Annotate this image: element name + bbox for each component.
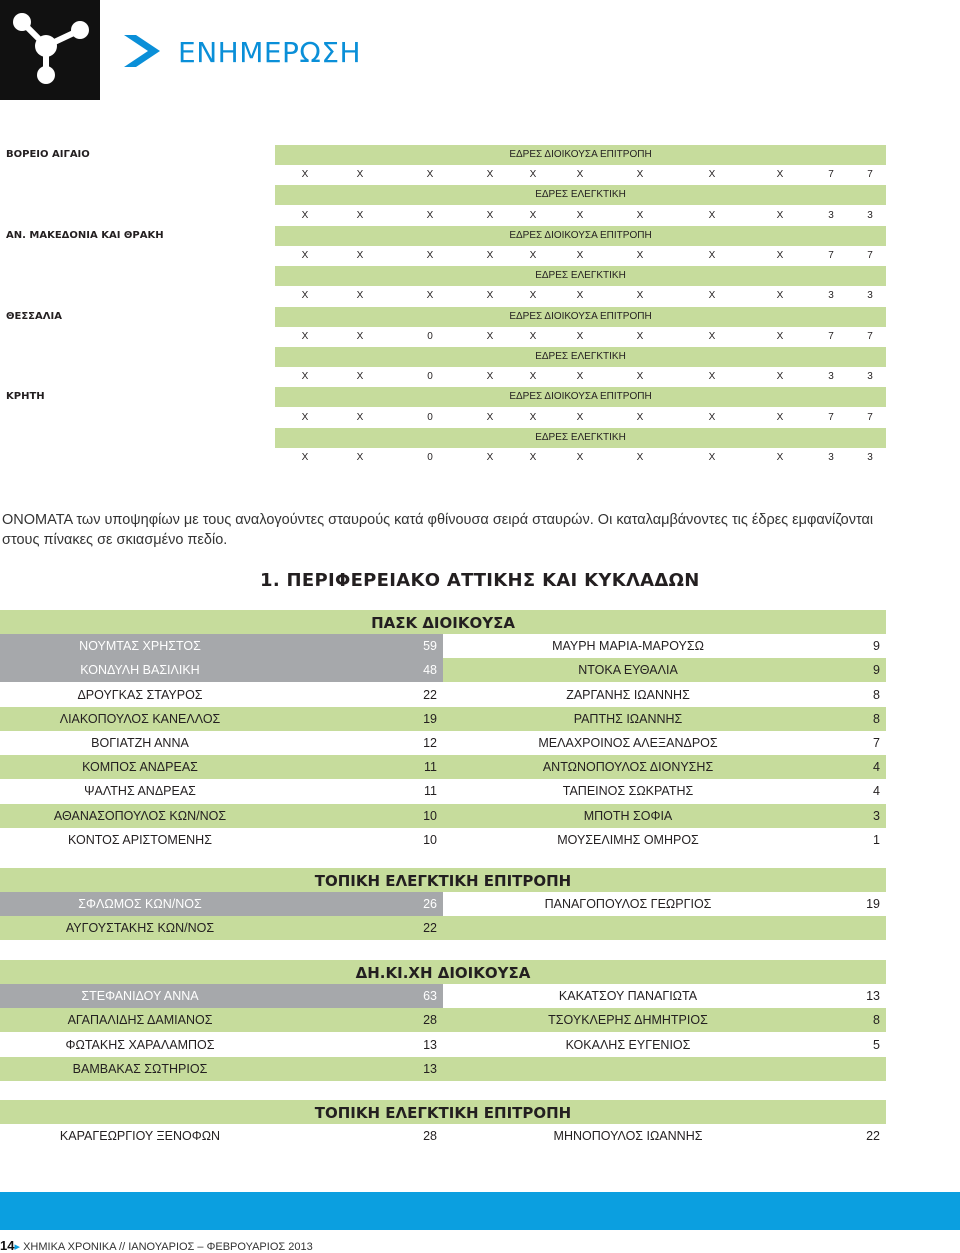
value-cell: Χ [529, 371, 537, 383]
candidate-name: ΠΑΝΑΓΟΠΟΥΛΟΣ ΓΕΩΡΓΙΟΣ [544, 897, 712, 912]
value-cell: Χ [356, 371, 364, 383]
candidate-name: ΜΕΛΑΧΡΟΙΝΟΣ ΑΛΕΞΑΝΔΡΟΣ [538, 736, 718, 750]
candidate-name: ΑΓΑΠΑΛΙΔΗΣ ΔΑΜΙΑΝΟΣ [67, 1013, 213, 1028]
group-header [0, 960, 886, 984]
seats-bar-label: ΕΔΡΕΣ ΕΛΕΓΚΤΙΚΗ [535, 431, 626, 443]
value-cell: Χ [576, 290, 584, 302]
candidate-name: ΖΑΡΓΑΝΗΣ ΙΩΑΝΝΗΣ [566, 687, 690, 702]
value-cell: 7 [867, 169, 873, 181]
candidate-name: ΜΑΥΡΗ ΜΑΡΙΑ-ΜΑΡΟΥΣΩ [552, 639, 704, 654]
candidate-row [0, 779, 886, 803]
value-cell: 0 [427, 452, 433, 463]
candidate-name: ΤΣΟΥΚΛΕΡΗΣ ΔΗΜΗΤΡΙΟΣ [548, 1013, 708, 1028]
candidate-votes: 4 [873, 760, 880, 775]
value-cell: Χ [529, 330, 537, 342]
seats-bar [275, 428, 886, 448]
left-candidate [0, 707, 443, 731]
candidate-name: ΜΠΟΤΗ ΣΟΦΙΑ [583, 808, 673, 823]
value-cell: Χ [356, 452, 364, 463]
value-cell: 7 [867, 330, 873, 342]
candidate-row [0, 828, 886, 852]
right-candidate [443, 634, 886, 658]
right-candidate [443, 1057, 886, 1081]
value-cell: Χ [776, 411, 784, 423]
candidate-votes: 22 [423, 921, 437, 936]
candidate-votes: 5 [873, 1037, 880, 1052]
seats-bar [275, 307, 886, 327]
value-cell: 3 [828, 371, 834, 383]
value-cell: Χ [576, 330, 584, 342]
left-candidate [0, 1033, 443, 1057]
value-cell: Χ [708, 452, 716, 463]
value-cell: Χ [486, 169, 494, 181]
right-candidate [443, 984, 886, 1008]
candidate-row [0, 658, 886, 682]
candidate-name: ΤΑΠΕΙΝΟΣ ΣΩΚΡΑΤΗΣ [562, 784, 694, 799]
candidate-votes: 11 [424, 784, 437, 799]
value-cell: Χ [708, 371, 716, 383]
right-candidate [443, 683, 886, 707]
value-cell: Χ [708, 169, 716, 181]
seats-bar-label: ΕΔΡΕΣ ΔΙΟΙΚΟΥΣΑ ΕΠΙΤΡΟΠΗ [509, 310, 652, 322]
value-cell: 7 [867, 411, 873, 423]
value-cell: 7 [828, 169, 834, 181]
right-candidate [443, 755, 886, 779]
value-cell: Χ [576, 209, 584, 221]
value-cell: 0 [427, 411, 433, 423]
region-label: ΒΟΡΕΙΟ ΑΙΓΑΙΟ [6, 149, 90, 160]
candidate-votes: 59 [423, 639, 437, 654]
value-cell: Χ [426, 250, 434, 261]
candidate-name: ΑΝΤΩΝΟΠΟΥΛΟΣ ΔΙΟΝΥΣΗΣ [542, 760, 714, 775]
left-candidate [0, 892, 443, 916]
values-row [275, 408, 886, 428]
candidate-votes: 26 [423, 897, 437, 912]
candidate-row [0, 1033, 886, 1057]
candidate-votes: 22 [866, 1129, 880, 1144]
candidate-name: ΚΑΡΑΓΕΩΡΓΙΟΥ ΞΕΝΟΦΩΝ [59, 1129, 221, 1144]
seats-bar-label: ΕΔΡΕΣ ΕΛΕΓΚΤΙΚΗ [535, 189, 626, 201]
seats-bar [275, 145, 886, 165]
value-cell: 3 [867, 371, 873, 383]
candidate-votes: 7 [873, 736, 880, 750]
intro-text: ΟΝΟΜΑΤΑ των υποψηφίων με τους αναλογούντες σταυρούς κατά φθίνουσα σειρά σταυρών. Οι καταλαμβάνοντες τις έδρες εμφανίζονται στους πίνακες σε σκιασμένο πεδίο. [2, 512, 874, 548]
value-cell: Χ [776, 330, 784, 342]
left-candidate [0, 731, 443, 755]
value-cell: Χ [486, 411, 494, 423]
value-cell: Χ [708, 411, 716, 423]
seats-bar [275, 347, 886, 367]
value-cell: Χ [301, 169, 309, 181]
magazine-title: ΧΗΜΙΚΑ ΧΡΟΝΙΚΑ // ΙΑΝΟΥΑΡΙΟΣ – ΦΕΒΡΟΥΑΡΙΟΣ 2013 [23, 1241, 313, 1253]
value-cell: Χ [776, 452, 784, 463]
value-cell: Χ [529, 411, 537, 423]
value-cell: Χ [356, 169, 364, 181]
value-cell: 3 [867, 452, 873, 463]
value-cell: Χ [636, 411, 644, 423]
value-cell: Χ [486, 330, 494, 342]
region-label: ΚΡΗΤΗ [6, 391, 45, 403]
right-candidate [443, 1124, 886, 1148]
candidate-name: ΝΟΥΜΤΑΣ ΧΡΗΣΤΟΣ [79, 639, 201, 654]
value-cell: Χ [486, 290, 494, 302]
value-cell: 3 [828, 209, 834, 221]
seats-bar-label: ΕΔΡΕΣ ΔΙΟΙΚΟΥΣΑ ΕΠΙΤΡΟΠΗ [509, 391, 652, 403]
candidate-name: ΣΤΕΦΑΝΙΔΟΥ ΑΝΝΑ [81, 989, 199, 1004]
candidate-votes: 1 [873, 832, 880, 847]
seats-bar-label: ΕΔΡΕΣ ΔΙΟΙΚΟΥΣΑ ΕΠΙΤΡΟΠΗ [509, 149, 652, 160]
left-candidate [0, 779, 443, 803]
value-cell: Χ [776, 371, 784, 383]
value-cell: 0 [427, 330, 433, 342]
value-cell: Χ [301, 209, 309, 221]
value-cell: Χ [576, 452, 584, 463]
group-title: ΤΟΠΙΚΗ ΕΛΕΓΚΤΙΚΗ ΕΠΙΤΡΟΠΗ [314, 872, 572, 890]
candidate-name: ΦΩΤΑΚΗΣ ΧΑΡΑΛΑΜΠΟΣ [65, 1037, 215, 1052]
value-cell: Χ [426, 209, 434, 221]
seats-bar [275, 185, 886, 205]
value-cell: Χ [776, 209, 784, 221]
candidate-name: ΚΟΜΠΟΣ ΑΝΔΡΕΑΣ [82, 760, 198, 775]
candidate-votes: 63 [423, 989, 437, 1004]
value-cell: 3 [867, 209, 873, 221]
right-candidate [443, 707, 886, 731]
footer [0, 1238, 313, 1253]
seats-bar [275, 266, 886, 286]
candidate-row [0, 755, 886, 779]
candidate-name: ΣΦΛΩΜΟΣ ΚΩΝ/ΝΟΣ [78, 897, 202, 912]
right-candidate [443, 1008, 886, 1032]
candidate-votes: 13 [423, 1037, 437, 1052]
left-candidate [0, 634, 443, 658]
value-cell: Χ [301, 330, 309, 342]
group-header [0, 868, 886, 892]
footer-marker: ▸ [14, 1241, 20, 1253]
candidate-row [0, 634, 886, 658]
value-cell: Χ [636, 169, 644, 181]
candidate-votes: 11 [424, 760, 437, 775]
candidate-votes: 9 [873, 639, 880, 654]
value-cell: 7 [828, 411, 834, 423]
value-cell: Χ [636, 290, 644, 302]
candidate-votes: 12 [423, 736, 437, 750]
value-cell: 7 [828, 250, 834, 261]
value-cell: Χ [529, 209, 537, 221]
values-row [275, 286, 886, 306]
group-header [0, 1100, 886, 1124]
value-cell: Χ [356, 411, 364, 423]
left-candidate [0, 755, 443, 779]
value-cell: Χ [636, 452, 644, 463]
candidate-votes: 4 [873, 784, 880, 799]
candidate-row [0, 683, 886, 707]
value-cell: Χ [529, 290, 537, 302]
right-candidate [443, 658, 886, 682]
candidate-row [0, 731, 886, 755]
value-cell: Χ [576, 169, 584, 181]
group-title: ΔΗ.ΚΙ.ΧΗ ΔΙΟΙΚΟΥΣΑ [355, 964, 531, 982]
candidate-name: ΝΤΟΚΑ ΕΥΘΑΛΙΑ [578, 663, 678, 678]
value-cell: Χ [776, 250, 784, 261]
candidate-votes: 13 [423, 1061, 437, 1076]
value-cell: 3 [828, 452, 834, 463]
candidate-votes: 19 [866, 897, 880, 912]
group-title: ΤΟΠΙΚΗ ΕΛΕΓΚΤΙΚΗ ΕΠΙΤΡΟΠΗ [314, 1104, 572, 1122]
value-cell: Χ [356, 290, 364, 302]
left-candidate [0, 658, 443, 682]
candidate-name: ΚΟΚΑΛΗΣ ΕΥΓΕΝΙΟΣ [565, 1037, 691, 1052]
page-number: 14 [0, 1238, 15, 1253]
region-label: ΑΝ. ΜΑΚΕΔΟΝΙΑ ΚΑΙ ΘΡΑΚΗ [6, 229, 164, 241]
value-cell: Χ [426, 169, 434, 181]
values-row [275, 246, 886, 266]
left-candidate [0, 1057, 443, 1081]
candidate-row [0, 892, 886, 916]
candidate-name: ΨΑΛΤΗΣ ΑΝΔΡΕΑΣ [84, 784, 196, 799]
candidate-name: ΛΙΑΚΟΠΟΥΛΟΣ ΚΑΝΕΛΛΟΣ [59, 711, 221, 726]
candidate-name: ΒΟΓΙΑΤΖΗ ΑΝΝΑ [91, 736, 189, 750]
candidate-name: ΚΑΚΑΤΣΟΥ ΠΑΝΑΓΙΩΤΑ [558, 989, 698, 1004]
value-cell: Χ [301, 290, 309, 302]
value-cell: Χ [301, 452, 309, 463]
region-label: ΘΕΣΣΑΛΙΑ [6, 310, 62, 322]
right-candidate [443, 779, 886, 803]
value-cell: Χ [426, 290, 434, 302]
value-cell: Χ [636, 330, 644, 342]
value-cell: Χ [576, 411, 584, 423]
right-candidate [443, 892, 886, 916]
candidate-row [0, 1008, 886, 1032]
value-cell: 0 [427, 371, 433, 383]
candidate-votes: 10 [423, 808, 437, 823]
candidate-votes: 13 [866, 989, 880, 1004]
candidate-name: ΔΡΟΥΓΚΑΣ ΣΤΑΥΡΟΣ [77, 687, 203, 702]
value-cell: Χ [486, 452, 494, 463]
molecule-icon [0, 0, 100, 100]
value-cell: Χ [356, 209, 364, 221]
values-row [275, 367, 886, 387]
values-row [275, 327, 886, 347]
seats-bar [275, 387, 886, 407]
value-cell: Χ [708, 290, 716, 302]
candidate-row [0, 1057, 886, 1081]
candidate-name: ΡΑΠΤΗΣ ΙΩΑΝΝΗΣ [573, 711, 683, 726]
value-cell: Χ [529, 169, 537, 181]
value-cell: Χ [636, 371, 644, 383]
candidate-votes: 3 [873, 808, 880, 823]
value-cell: Χ [301, 250, 309, 261]
candidate-votes: 22 [423, 687, 437, 702]
candidate-votes: 28 [423, 1013, 437, 1028]
right-candidate [443, 731, 886, 755]
value-cell: Χ [708, 250, 716, 261]
candidate-name: ΒΑΜΒΑΚΑΣ ΣΩΤΗΡΙΟΣ [72, 1061, 208, 1076]
candidate-row [0, 1124, 886, 1148]
candidate-row [0, 984, 886, 1008]
molecule-logo [0, 0, 100, 100]
candidate-votes: 48 [423, 663, 437, 678]
value-cell: Χ [529, 452, 537, 463]
candidate-votes: 19 [423, 711, 437, 726]
value-cell: Χ [301, 411, 309, 423]
value-cell: 7 [867, 250, 873, 261]
value-cell: Χ [776, 169, 784, 181]
candidate-votes: 10 [423, 832, 437, 847]
value-cell: Χ [776, 290, 784, 302]
seats-bar-label: ΕΔΡΕΣ ΔΙΟΙΚΟΥΣΑ ΕΠΙΤΡΟΠΗ [509, 229, 652, 241]
group-title: ΠΑΣΚ ΔΙΟΙΚΟΥΣΑ [371, 614, 515, 632]
candidate-name: ΜΗΝΟΠΟΥΛΟΣ ΙΩΑΝΝΗΣ [553, 1129, 703, 1144]
seats-bar-label: ΕΔΡΕΣ ΕΛΕΓΚΤΙΚΗ [535, 270, 626, 282]
seats-bar [275, 226, 886, 246]
section-title: ΕΝΗΜΕΡΩΣΗ [178, 36, 362, 69]
value-cell: Χ [486, 250, 494, 261]
values-row [275, 165, 886, 185]
candidate-row [0, 916, 886, 940]
value-cell: Χ [356, 330, 364, 342]
candidate-votes: 8 [873, 711, 880, 726]
candidate-row [0, 707, 886, 731]
candidate-name: ΑΘΑΝΑΣΟΠΟΥΛΟΣ ΚΩΝ/ΝΟΣ [53, 808, 227, 823]
left-candidate [0, 916, 443, 940]
left-candidate [0, 828, 443, 852]
right-candidate [443, 916, 886, 940]
candidate-name: ΚΟΝΔΥΛΗ ΒΑΣΙΛΙΚΗ [80, 663, 200, 678]
value-cell: Χ [486, 371, 494, 383]
value-cell: Χ [301, 371, 309, 383]
chevron-right-icon [120, 33, 164, 69]
left-candidate [0, 683, 443, 707]
value-cell: 3 [828, 290, 834, 302]
candidate-votes: 28 [423, 1129, 437, 1144]
value-cell: Χ [576, 250, 584, 261]
candidate-name: ΜΟΥΣΕΛΙΜΗΣ ΟΜΗΡΟΣ [557, 832, 699, 847]
value-cell: 7 [828, 330, 834, 342]
value-cell: Χ [356, 250, 364, 261]
seats-bar-label: ΕΔΡΕΣ ΕΛΕΓΚΤΙΚΗ [535, 351, 626, 362]
candidate-row [0, 804, 886, 828]
values-row [275, 206, 886, 226]
candidate-name: ΑΥΓΟΥΣΤΑΚΗΣ ΚΩΝ/ΝΟΣ [65, 921, 215, 936]
value-cell: 3 [867, 290, 873, 302]
footer-band [0, 1192, 960, 1230]
left-candidate [0, 1008, 443, 1032]
left-candidate [0, 984, 443, 1008]
left-candidate [0, 1124, 443, 1148]
candidate-votes: 8 [873, 1013, 880, 1028]
candidate-name: ΚΟΝΤΟΣ ΑΡΙΣΤΟΜΕΝΗΣ [68, 832, 212, 847]
values-row [275, 448, 886, 468]
right-candidate [443, 804, 886, 828]
right-candidate [443, 1033, 886, 1057]
value-cell: Χ [529, 250, 537, 261]
value-cell: Χ [708, 330, 716, 342]
value-cell: Χ [636, 250, 644, 261]
value-cell: Χ [576, 371, 584, 383]
group-header [0, 610, 886, 634]
region-heading: 1. ΠΕΡΙΦΕΡΕΙΑΚΟ ΑΤΤΙΚΗΣ ΚΑΙ ΚΥΚΛΑΔΩΝ [260, 570, 700, 591]
value-cell: Χ [636, 209, 644, 221]
candidate-votes: 8 [873, 687, 880, 702]
right-candidate [443, 828, 886, 852]
candidate-votes: 9 [873, 663, 880, 678]
left-candidate [0, 804, 443, 828]
value-cell: Χ [708, 209, 716, 221]
value-cell: Χ [486, 209, 494, 221]
